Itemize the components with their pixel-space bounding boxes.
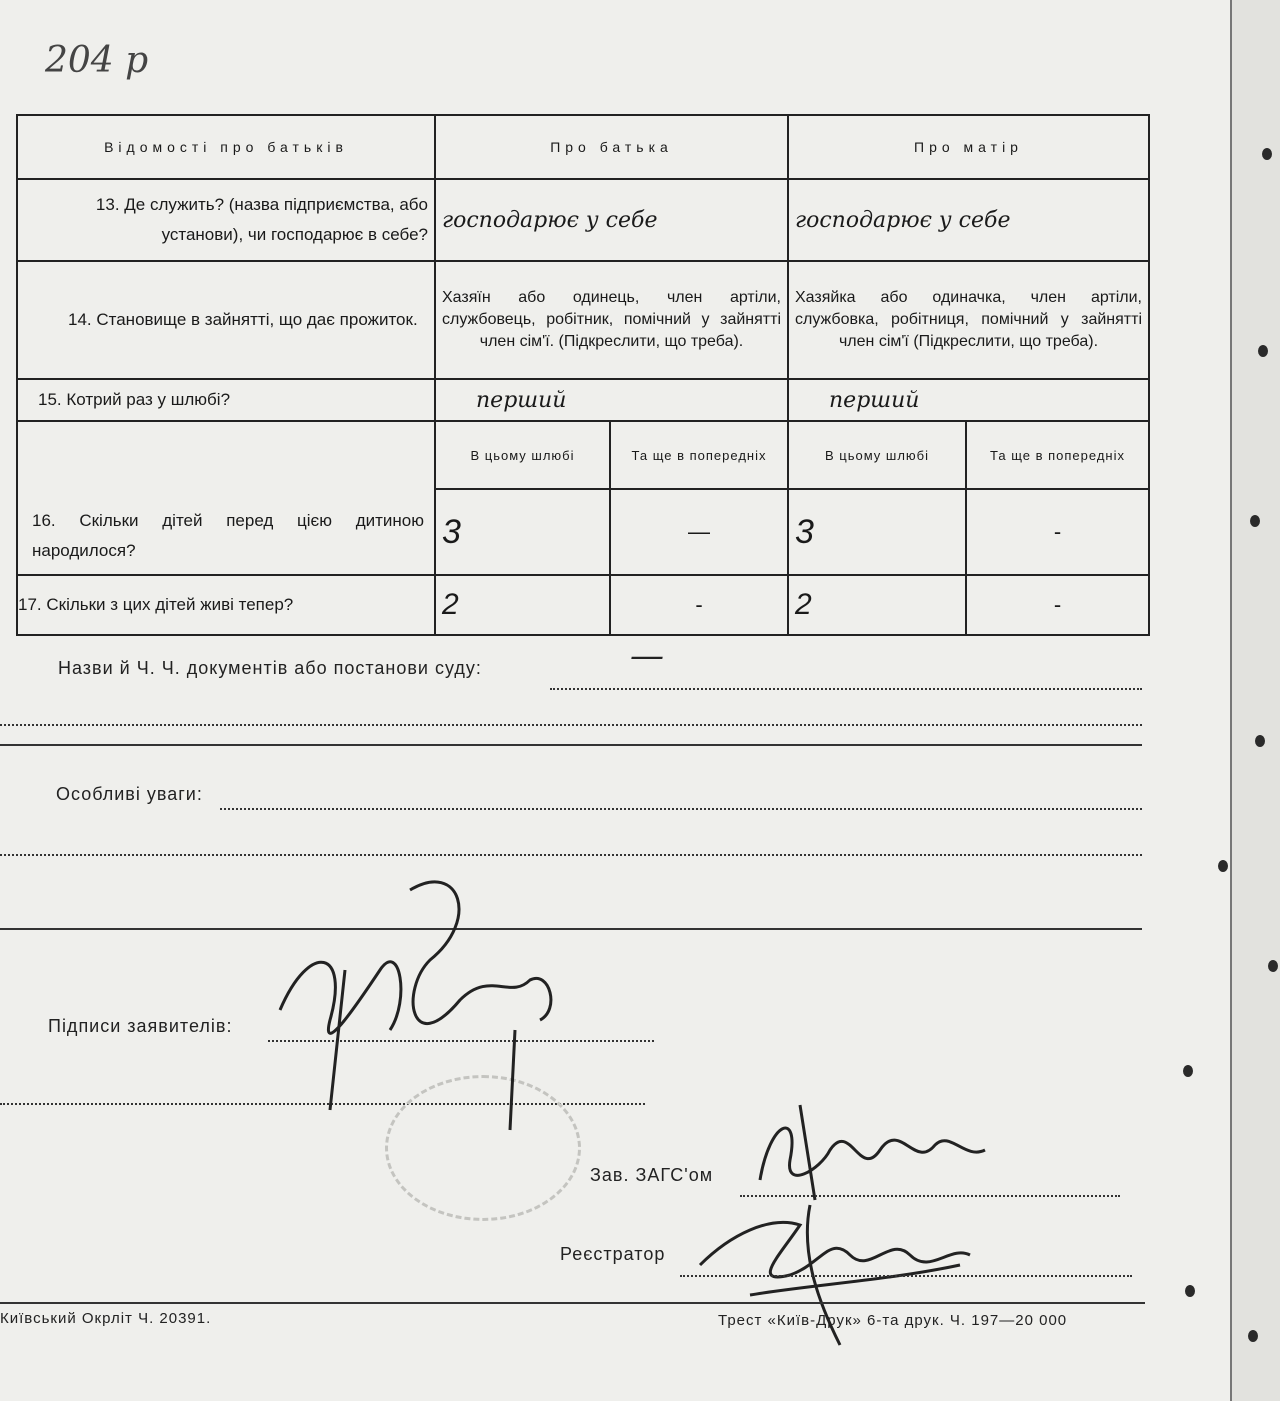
documents-line — [0, 724, 1142, 726]
punch-hole — [1258, 345, 1268, 357]
answer-13-father: господарює у себе — [435, 179, 788, 261]
remarks-line — [0, 854, 1142, 856]
remarks-line — [220, 808, 1142, 810]
registrar-label: Реєстратор — [560, 1244, 666, 1264]
registrar-line — [680, 1275, 1132, 1277]
table-row — [17, 575, 1149, 635]
question-13: 13. Де служить? (назва підприємства, або установи), чи господарює в себе? — [17, 179, 435, 261]
answer-16-mother-prev: - — [966, 489, 1149, 575]
answer-16-mother-this: 3 — [788, 489, 966, 575]
answer-16-father-prev: — — [610, 489, 788, 575]
footer-printer-left: Київський Окрліт Ч. 20391. — [0, 1310, 212, 1327]
documents-value: — — [630, 636, 664, 676]
separator-line — [0, 744, 1142, 746]
header-parents-info: Відомості про батьків — [17, 115, 435, 179]
table-row — [17, 261, 1149, 379]
documents-label: Назви й Ч. Ч. документів або постанови суду: — [58, 658, 482, 678]
answer-17-father-this: 2 — [435, 575, 610, 635]
punch-hole — [1248, 1330, 1258, 1342]
subheader-previous-father: Та ще в попередніх — [610, 421, 788, 489]
answer-17-mother-this: 2 — [788, 575, 966, 635]
punch-hole — [1262, 148, 1272, 160]
punch-hole — [1218, 860, 1228, 872]
table-subheader-row — [17, 421, 1149, 489]
binding-margin — [1230, 0, 1280, 1401]
answer-16-father-this: 3 — [435, 489, 610, 575]
subheader-this-marriage-mother: В цьому шлюбі — [788, 421, 966, 489]
punch-hole — [1185, 1285, 1195, 1297]
punch-hole — [1250, 515, 1260, 527]
footer-separator — [0, 1302, 1145, 1304]
table-row — [17, 379, 1149, 421]
subheader-previous-mother: Та ще в попередніх — [966, 421, 1149, 489]
zags-head-label: Зав. ЗАГС'ом — [590, 1165, 714, 1185]
question-14: 14. Становище в зайнятті, що дає прожиток. — [17, 261, 435, 379]
question-15: 15. Котрий раз у шлюбі? — [17, 379, 435, 421]
subheader-this-marriage-father: В цьому шлюбі — [435, 421, 610, 489]
header-father: Про батька — [435, 115, 788, 179]
question-17: 17. Скільки з цих дітей живі тепер? — [17, 575, 435, 635]
applicants-label: Підписи заявителів: — [48, 1016, 233, 1036]
punch-hole — [1255, 735, 1265, 747]
answer-14-mother: Хазяйка або одиначка, член артіли, службовка, робітниця, помічний у зайнятті член сім'ї (Підкреслити, що треба). — [788, 261, 1149, 379]
answer-15-mother: перший — [788, 379, 1149, 421]
punch-hole — [1268, 960, 1278, 972]
answer-17-mother-prev: - — [966, 575, 1149, 635]
footer-printer-right: Трест «Київ-Друк» 6-та друк. Ч. 197—20 000 — [718, 1312, 1068, 1329]
table-row — [17, 179, 1149, 261]
corner-note: 204 р — [45, 40, 149, 81]
table-header-row — [17, 115, 1149, 179]
applicant-signature — [260, 860, 580, 1140]
remarks-label: Особливі уваги: — [56, 784, 203, 804]
answer-17-father-prev: - — [610, 575, 788, 635]
documents-line — [550, 688, 1142, 690]
answer-15-father: перший — [435, 379, 788, 421]
punch-hole — [1183, 1065, 1193, 1077]
zags-head-signature — [740, 1100, 1000, 1210]
parents-info-table — [16, 114, 1150, 636]
header-mother: Про матір — [788, 115, 1149, 179]
answer-14-father: Хазяїн або одинець, член артіли, службовець, робітник, помічний у зайнятті член сім'ї. (Підкреслити, що треба). — [435, 261, 788, 379]
question-16: 16. Скільки дітей перед цією дитиною народилося? — [17, 421, 435, 575]
answer-13-mother: господарює у себе — [788, 179, 1149, 261]
